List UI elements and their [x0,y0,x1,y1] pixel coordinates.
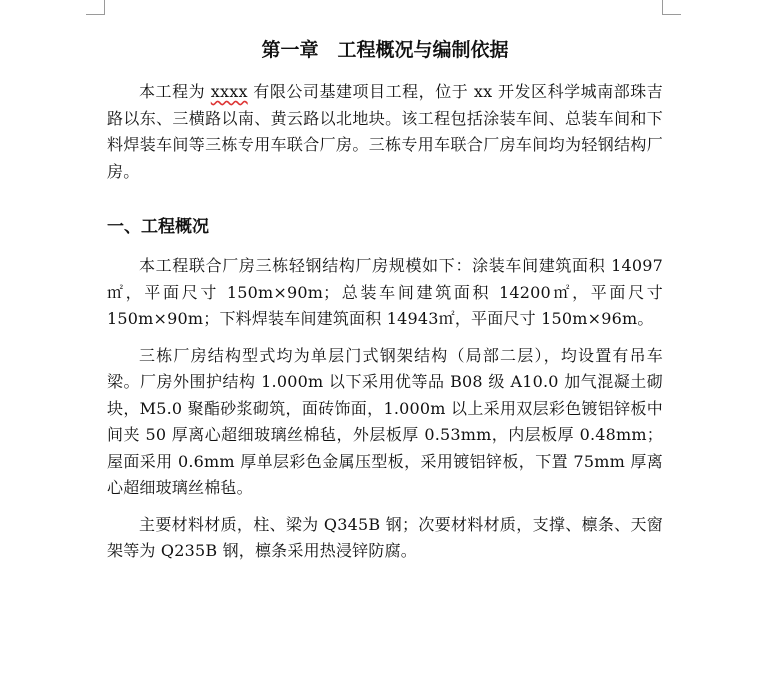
page-corner-mark-right [662,0,681,15]
body-paragraph-3: 主要材料材质，柱、梁为 Q345B 钢；次要材料材质，支撑、檩条、天窗架等为 Q235B 钢，檩条采用热浸锌防腐。 [107,514,663,560]
spellcheck-flagged-word[interactable]: xxxx [210,82,248,101]
body-paragraph-1: 本工程联合厂房三栋轻钢结构厂房规模如下：涂装车间建筑面积 14097㎡，平面尺寸 150m×90m；总装车间建筑面积 14200㎡，平面尺寸 150m×90m；下料焊装车间建筑面积 14943㎡，平面尺寸 150m×96m。 [107,256,663,328]
document-page [107,30,663,565]
chapter-title: 第一章 工程概况与编制依据 [261,39,509,61]
page-corner-mark-left [86,0,105,15]
intro-paragraph [107,79,663,185]
intro-text-before: 本工程为 [139,82,211,101]
section-heading: 一、工程概况 [107,217,209,237]
intro-text-after: 有限公司基建项目工程，位于 xx 开发区科学城南部珠吉路以东、三横路以南、黄云路以北地块。该工程包括涂装车间、总装车间和下料焊装车间等三栋专用车联合厂房。三栋专用车联合厂房车间均为轻钢结构厂房。 [107,82,664,181]
body-paragraph-2: 三栋厂房结构型式均为单层门式钢架结构（局部二层），均设置有吊车梁。厂房外围护结构 1.000m 以下采用优等品 B08 级 A10.0 加气混凝土砌块，M5.0 聚酯砂浆砌筑，面砖饰面，1.000m 以上采用双层彩色镀铝锌板中间夹 50 厚离心超细玻璃丝棉毡，外层板厚 0.53mm，内层板厚 0.48mm；屋面采用 0.6mm 厚单层彩色金属压型板，采用镀铝锌板，下置 75mm 厚离心超细玻璃丝棉毡。 [107,345,663,497]
